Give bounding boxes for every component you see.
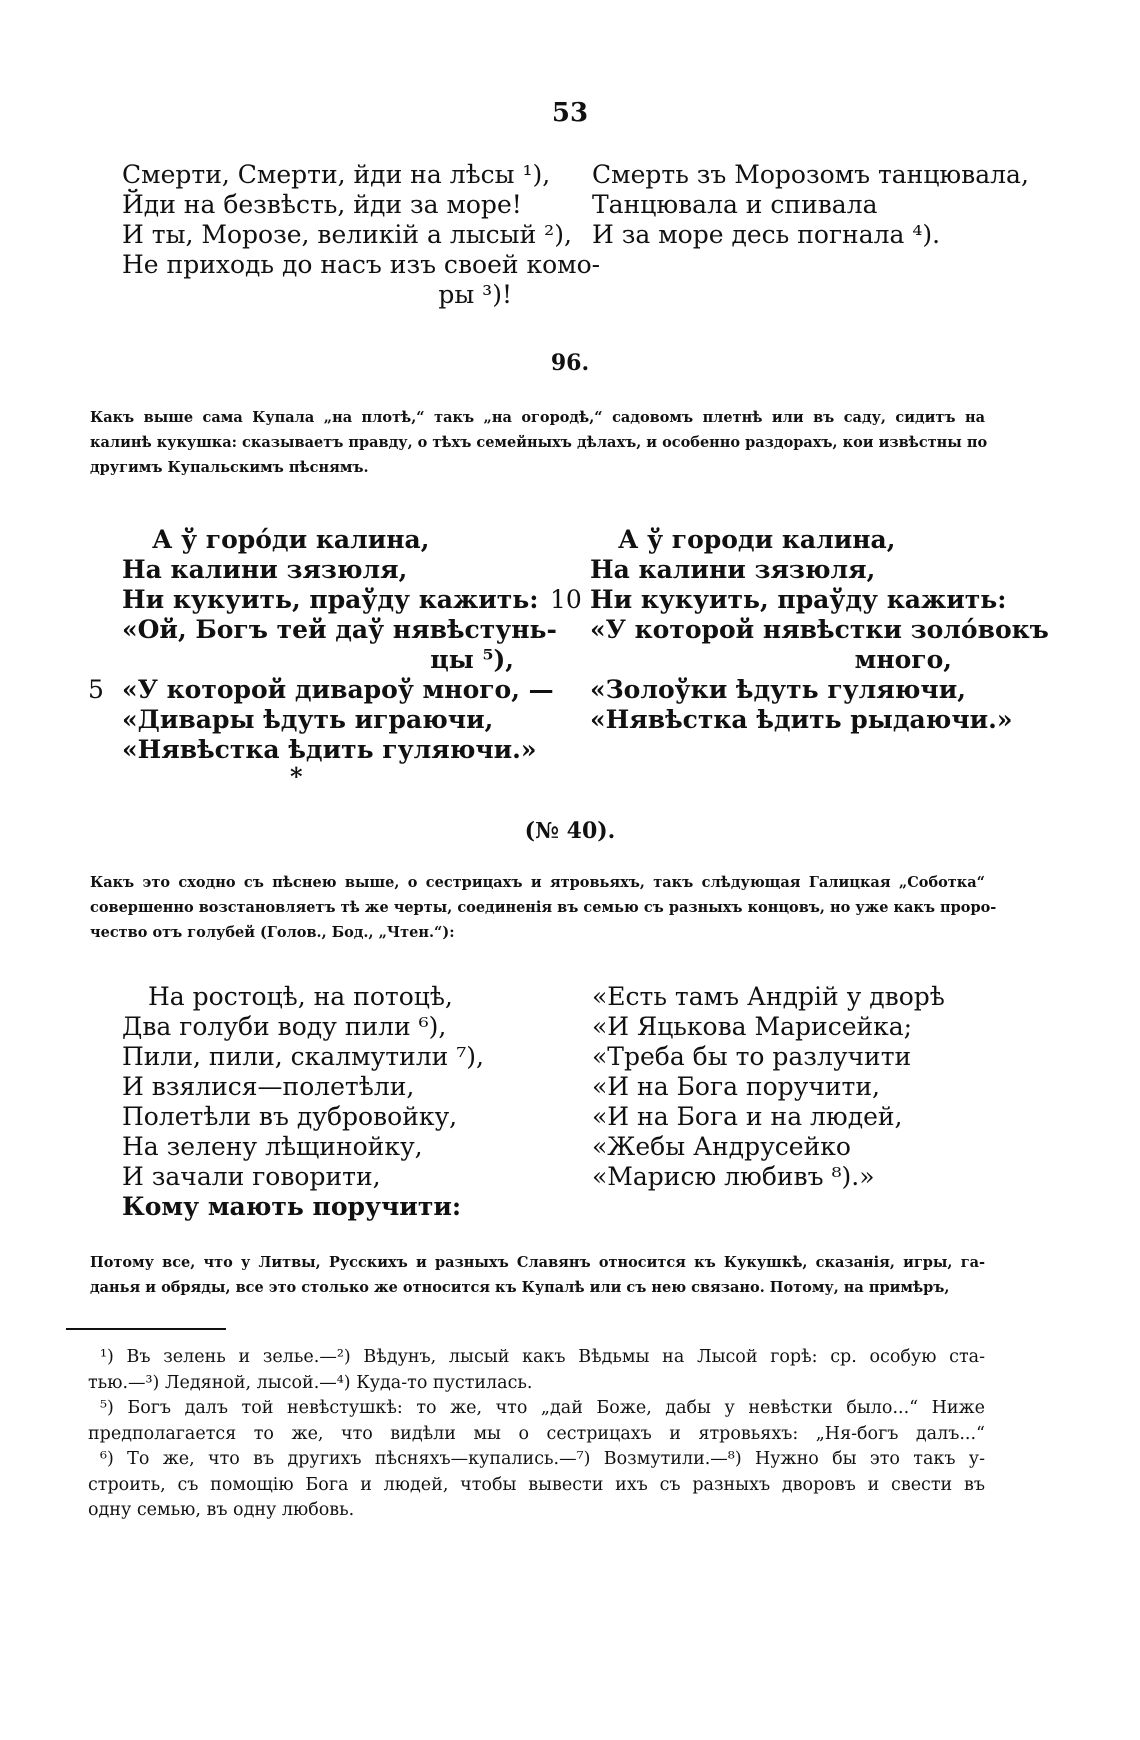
verse-line: «Есть тамъ Андрiй у дворѣ xyxy=(592,982,945,1011)
verse-line: Пили, пили, скалмутили ⁷), xyxy=(122,1042,484,1071)
line-number: 10 xyxy=(550,585,582,614)
footnotes xyxy=(88,1345,985,1524)
closing-paragraph xyxy=(90,1250,985,1300)
verse-line: Смерти, Смерти, йди на лѣсы ¹), xyxy=(122,160,551,189)
verse-line: Два голуби воду пили ⁶), xyxy=(122,1012,447,1041)
top-poem-right xyxy=(592,160,1032,250)
verse-line: Ни кукуить, праўду кажить: xyxy=(122,585,539,614)
verse-line: «Треба бы то разлучити xyxy=(592,1042,912,1071)
verse-line: «Дивары ѣдуть играючи, xyxy=(122,705,494,734)
prose-line: Потому все, что у Литвы, Русскихъ и разныхъ Славянъ относится къ Кукушкѣ, сказанiя, игры, га- xyxy=(90,1254,985,1271)
section-40-intro xyxy=(90,870,997,945)
section-40-left-verse xyxy=(122,982,522,1222)
section-40-right-verse xyxy=(592,982,992,1192)
footnote-line: ⁵) Богъ далъ той невѣстушкѣ: то же, что „дай Боже, дабы у невѣстки было...“ Ниже xyxy=(100,1398,985,1418)
footnote-line: одну семью, въ одну любовь. xyxy=(88,1500,355,1520)
prose-line: данья и обряды, все это столько же относится къ Купалѣ или съ нею связано. Потому, на примѣръ, xyxy=(90,1279,950,1296)
verse-line: «Жебы Андрусейко xyxy=(592,1132,851,1161)
verse-line: Йди на безвѣсть, йди за море! xyxy=(122,190,522,219)
footnote-line: тью.—³) Ледяной, лысой.—⁴) Куда-то пустилась. xyxy=(88,1372,533,1393)
verse-line: И взялися—полетѣли, xyxy=(122,1072,415,1101)
prose-line: другимъ Купальскимъ пѣснямъ. xyxy=(90,459,369,476)
verse-line: И за море десь погнала ⁴). xyxy=(592,220,941,249)
verse-line: «Нявѣстка ѣдить рыдаючи.» xyxy=(590,705,1013,734)
section-number-40: (№ 40). xyxy=(524,818,616,844)
verse-line: «Ой, Богъ тей даў нявѣстунь- xyxy=(122,615,557,644)
prose-line: совершенно возстановляетъ тѣ же черты, соединенiя въ семью съ разныхъ концовъ, но уже какъ проро- xyxy=(90,899,997,916)
verse-line-continuation: цы ⁵), xyxy=(430,645,514,674)
verse-line: Смерть зъ Морозомъ танцювала, xyxy=(592,160,1029,189)
verse-line: «У которой дивароў много, — xyxy=(122,675,554,704)
verse-line: Кому мають поручити: xyxy=(122,1192,462,1221)
prose-line: калинѣ кукушка: сказываетъ правду, о тѣхъ семейныхъ дѣлахъ, и особенно раздорахъ, кои извѣстны по xyxy=(90,434,988,451)
verse-line: «И на Бога и на людей, xyxy=(592,1102,903,1131)
footnote-line: предполагается то же, что видѣли мы о сестрицахъ и ятровьяхъ: „Ня-богъ далъ...“ xyxy=(88,1423,985,1444)
footnote-rule xyxy=(66,1328,226,1330)
line-number: 5 xyxy=(88,675,104,704)
section-96-left-verse xyxy=(122,525,557,765)
top-poem-left xyxy=(122,160,601,310)
section-96-intro xyxy=(90,405,988,480)
verse-line: «У которой нявѣстки золо́вокъ xyxy=(590,615,1049,644)
verse-line: Ни кукуить, праўду кажить: xyxy=(590,585,1007,614)
verse-line: А ў городи калина, xyxy=(618,525,896,554)
prose-line: Какъ это сходно съ пѣснею выше, о сестрицахъ и ятровьяхъ, такъ слѣдующая Галицкая „Соботка“ xyxy=(90,874,985,891)
section-96-right-verse xyxy=(590,525,1049,735)
verse-line-continuation: много, xyxy=(854,645,952,674)
verse-line: «Марисю любивъ ⁸).» xyxy=(592,1162,875,1191)
section-number-96: 96. xyxy=(550,350,590,376)
verse-line: И зачали говорити, xyxy=(122,1162,381,1191)
verse-line: А ў горо́ди калина, xyxy=(152,525,430,554)
asterisk-divider: * xyxy=(290,762,303,791)
verse-line: «И Яцькова Марисейка; xyxy=(592,1012,913,1041)
footnote-line: ⁶) То же, что въ другихъ пѣсняхъ—купались.—⁷) Возмутили.—⁸) Нужно бы это такъ у- xyxy=(100,1449,985,1469)
prose-line: Какъ выше сама Купала „на плотѣ,“ такъ „на огородѣ,“ садовомъ плетнѣ или въ саду, сидитъ на xyxy=(90,409,985,426)
verse-line: «И на Бога поручити, xyxy=(592,1072,880,1101)
prose-line: чество отъ голубей (Голов., Бод., „Чтен.“): xyxy=(90,924,455,941)
verse-line: И ты, Морозе, великiй а лысый ²), xyxy=(122,220,572,249)
verse-line-continuation: ры ³)! xyxy=(438,280,512,309)
verse-line: «Золоўки ѣдуть гуляючи, xyxy=(590,675,966,704)
verse-line: «Нявѣстка ѣдить гуляючи.» xyxy=(122,735,537,764)
verse-line: Танцювала и спивала xyxy=(592,190,878,219)
verse-line: На зелену лѣщинойку, xyxy=(122,1132,423,1161)
page-number: 53 xyxy=(551,98,589,128)
footnote-line: ¹) Въ зелень и зелье.—²) Вѣдунъ, лысый какъ Вѣдьмы на Лысой горѣ: ср. особую ста- xyxy=(100,1347,985,1367)
verse-line: На калини зязюля, xyxy=(122,555,408,584)
verse-line: Полетѣли въ дубровойку, xyxy=(122,1102,458,1131)
footnote-line: строить, съ помощiю Бога и людей, чтобы вывести ихъ съ разныхъ дворовъ и свести въ xyxy=(88,1474,985,1495)
verse-line: На ростоцѣ, на потоцѣ, xyxy=(148,982,453,1011)
verse-line: На калини зязюля, xyxy=(590,555,876,584)
verse-line: Не приходь до насъ изъ своей комо- xyxy=(122,250,601,279)
